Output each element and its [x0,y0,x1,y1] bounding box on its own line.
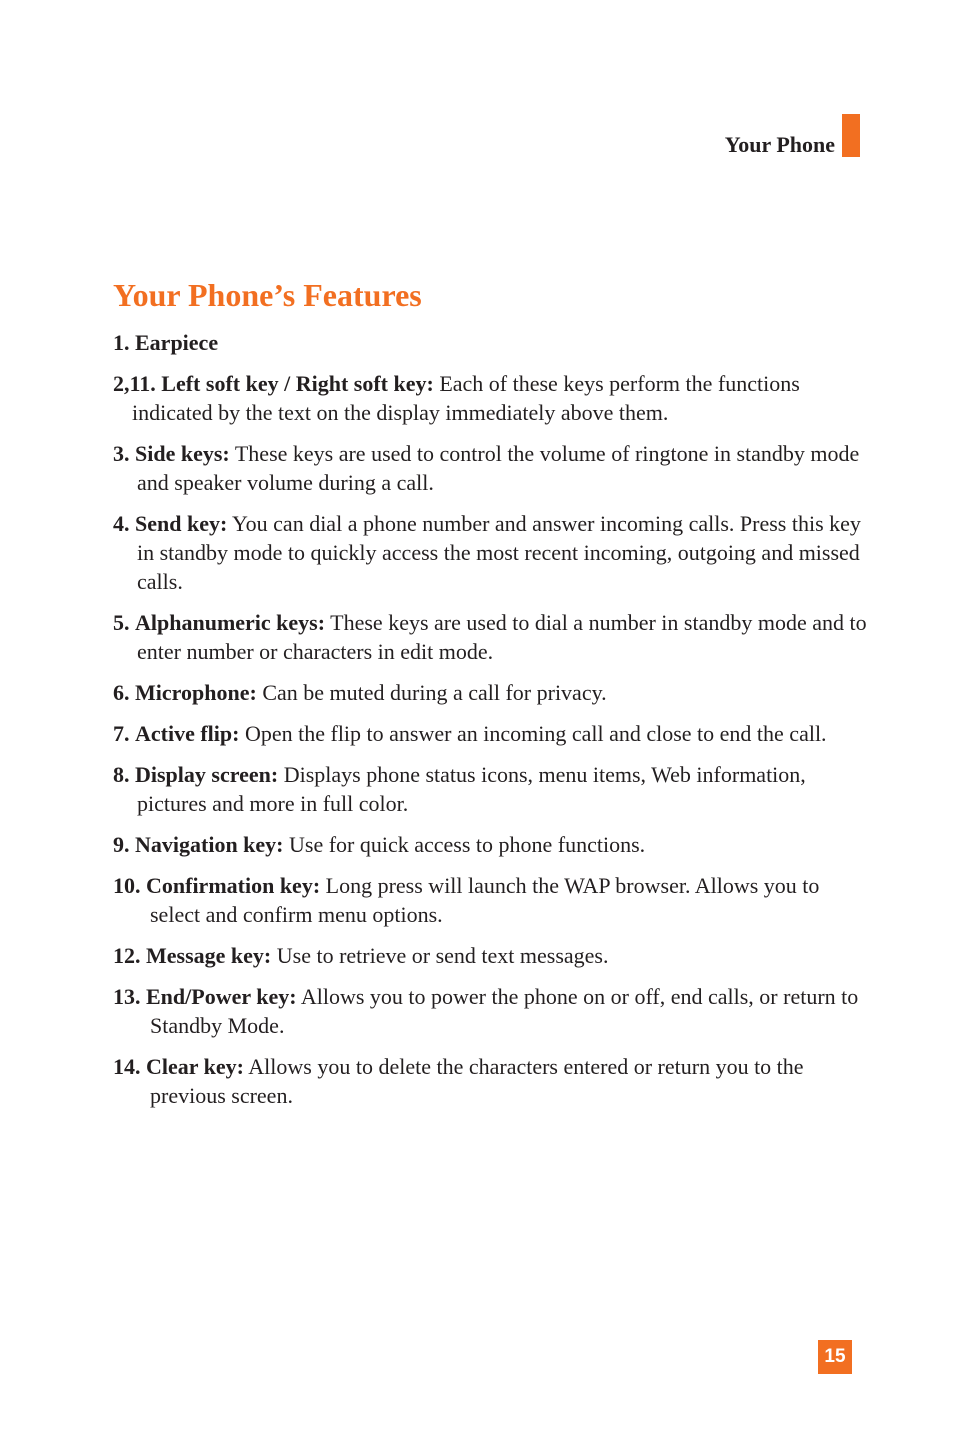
feature-description: Use for quick access to phone functions. [289,832,646,857]
feature-number: 14. [113,1054,141,1079]
feature-term: End/Power key: [146,984,297,1009]
feature-number: 4. [113,511,130,536]
feature-term: Alphanumeric keys: [135,610,326,635]
feature-term: Microphone: [135,680,257,705]
feature-term: Display screen: [135,762,279,787]
feature-term: Confirmation key: [146,873,321,898]
feature-item [113,760,873,818]
feature-description: Long press will launch the WAP browser. Allows you to select and confirm menu options. [150,873,820,927]
feature-list [113,328,873,1122]
feature-term: Active flip: [135,721,240,746]
feature-number: 10. [113,873,141,898]
page-number: 15 [818,1340,852,1374]
feature-item [113,369,873,427]
feature-description: Allows you to power the phone on or off, end calls, or return to Standby Mode. [150,984,859,1038]
feature-number: 6. [113,680,130,705]
feature-item [113,830,873,859]
feature-description: You can dial a phone number and answer incoming calls. Press this key in standby mode to quickly access the most recent incoming, outgoing and missed calls. [137,511,861,594]
feature-term: Side keys: [135,441,230,466]
feature-item [113,509,873,596]
feature-description: Displays phone status icons, menu items, Web information, pictures and more in full color. [137,762,806,816]
feature-item [113,608,873,666]
feature-number: 5. [113,610,130,635]
page-title: Your Phone’s Features [113,277,422,313]
feature-item [113,1052,873,1110]
feature-item [113,982,873,1040]
feature-description: These keys are used to control the volume of ringtone in standby mode and speaker volume during a call. [137,441,860,495]
feature-item [113,941,873,970]
feature-number: 7. [113,721,130,746]
feature-number: 1. [113,330,130,355]
feature-term: Left soft key / Right soft key: [161,371,434,396]
feature-term: Message key: [146,943,272,968]
section-header: Your Phone [724,132,835,157]
feature-number: 8. [113,762,130,787]
feature-description: Allows you to delete the characters entered or return you to the previous screen. [150,1054,804,1108]
feature-number: 12. [113,943,141,968]
feature-term: Navigation key: [135,832,284,857]
feature-number: 3. [113,441,130,466]
feature-description: Can be muted during a call for privacy. [262,680,607,705]
feature-description: Open the flip to answer an incoming call and close to end the call. [244,721,827,746]
feature-term: Clear key: [146,1054,244,1079]
feature-item [113,328,873,357]
header-tab-marker [842,114,860,157]
feature-term: Earpiece [135,330,219,355]
feature-number: 13. [113,984,141,1009]
feature-description: Use to retrieve or send text messages. [276,943,609,968]
feature-item [113,439,873,497]
feature-term: Send key: [135,511,228,536]
feature-item [113,871,873,929]
feature-item [113,678,873,707]
feature-number: 9. [113,832,130,857]
feature-number: 2,11. [113,371,156,396]
feature-item [113,719,873,748]
feature-description: Each of these keys perform the functions indicated by the text on the display immediately above them. [132,371,800,425]
feature-description: These keys are used to dial a number in standby mode and to enter number or characters in edit mode. [137,610,867,664]
